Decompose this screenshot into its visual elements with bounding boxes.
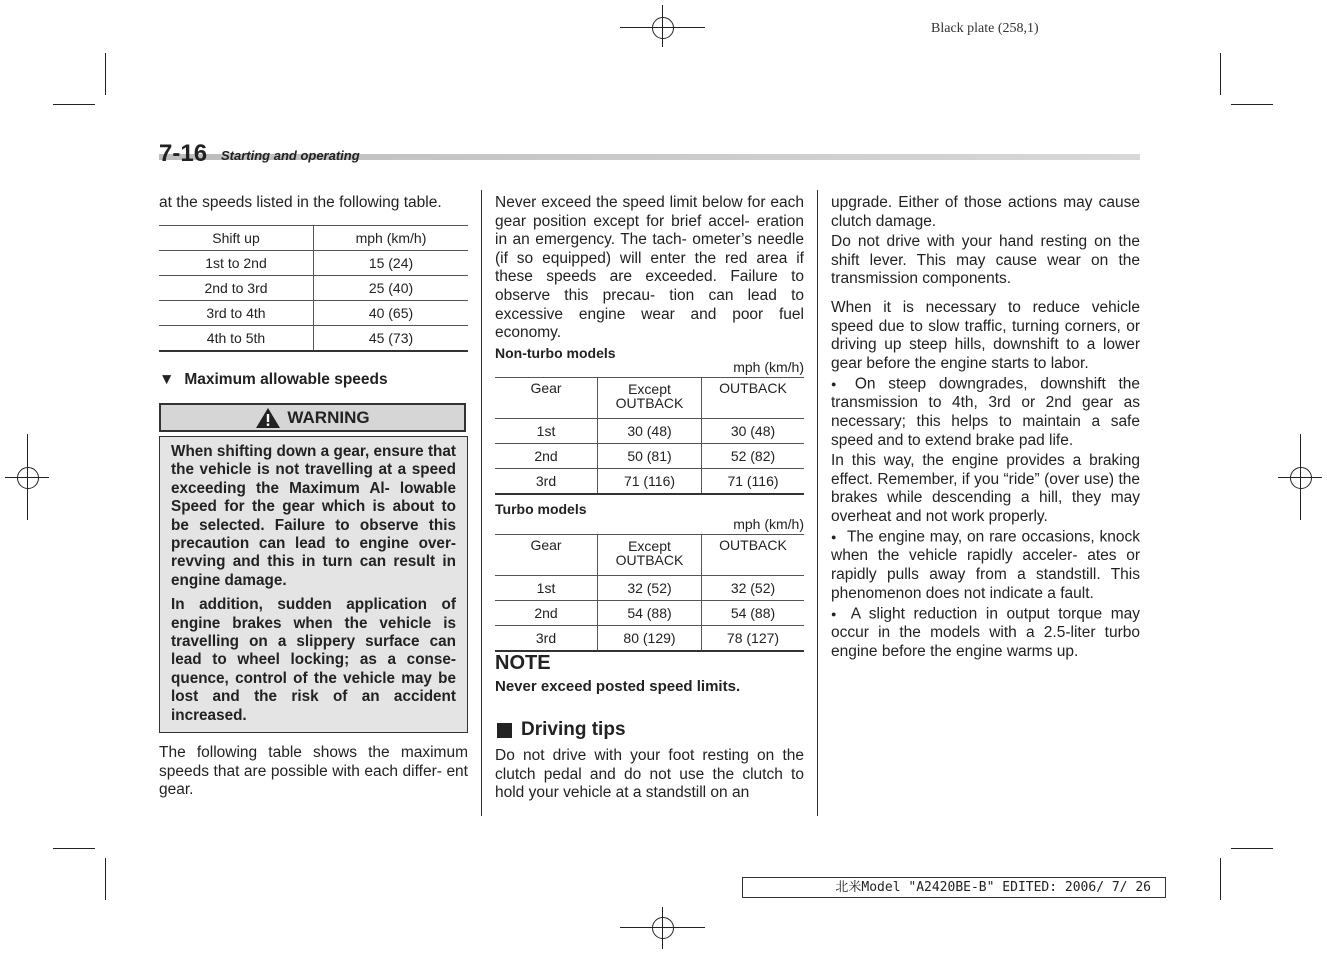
bullet-item — [831, 528, 1140, 603]
table-cell: 3rd — [495, 469, 598, 495]
table-cell: 52 (82) — [702, 444, 805, 469]
shift-up-table — [159, 225, 468, 352]
turbo-title: Turbo models — [495, 501, 587, 517]
crop-mark — [105, 53, 106, 95]
warning-paragraph: In addition, sudden application of engine brakes when the vehicle is travelling on a slippery surface can lead to wheel locking; as a conse- quence, control of the vehicle may be lost and the risk of an accident increased. — [171, 596, 456, 724]
warning-label: WARNING — [287, 407, 370, 427]
table-row — [495, 444, 804, 469]
table-cell: 50 (81) — [598, 444, 702, 469]
driving-tips-body — [495, 747, 804, 803]
table-header-cell: OUTBACK — [702, 535, 805, 576]
crop-mark — [1220, 858, 1221, 900]
registration-circle — [17, 467, 39, 489]
column-divider — [817, 190, 818, 816]
table-cell: 32 (52) — [598, 576, 702, 601]
table-header-cell: mph (km/h) — [314, 226, 469, 251]
table-cell: 1st to 2nd — [159, 251, 314, 276]
crop-mark — [1231, 848, 1273, 849]
subsection-heading — [159, 371, 388, 389]
section-title: Starting and operating — [221, 148, 360, 163]
table-header-cell: Except OUTBACK — [598, 378, 702, 419]
column-1-bottom — [159, 744, 468, 800]
table-header-cell: Gear — [495, 535, 598, 576]
table-header-cell: OUTBACK — [702, 378, 805, 419]
warning-header — [159, 403, 466, 432]
table-cell: 80 (129) — [598, 626, 702, 652]
table-cell: 2nd — [495, 444, 598, 469]
table-cell: 2nd — [495, 601, 598, 626]
table-row — [495, 469, 804, 495]
turbo-table — [495, 534, 804, 652]
crop-mark — [53, 104, 95, 105]
plate-label: Black plate (258,1) — [931, 21, 1039, 36]
table-cell: 25 (40) — [314, 276, 469, 301]
page-number: 7-16 — [159, 140, 208, 167]
table-cell: 54 (88) — [598, 601, 702, 626]
table-cell: 78 (127) — [702, 626, 805, 652]
crop-mark — [105, 858, 106, 900]
column-1 — [159, 194, 468, 213]
table-cell: 40 (65) — [314, 301, 469, 326]
triangle-down-icon: ▼ — [159, 371, 175, 388]
crop-mark — [53, 848, 95, 849]
table-cell: 2nd to 3rd — [159, 276, 314, 301]
table-header-row — [495, 378, 804, 419]
table-cell: 1st — [495, 419, 598, 444]
footer-edit-stamp: 北米Model "A2420BE-B" EDITED: 2006/ 7/ 26 — [742, 877, 1166, 898]
table-header-row — [495, 535, 804, 576]
table-cell: 15 (24) — [314, 251, 469, 276]
bullet-icon: ● — [831, 379, 845, 390]
table-row — [495, 626, 804, 652]
bullet-item — [831, 375, 1140, 450]
table-cell: 4th to 5th — [159, 326, 314, 352]
table-header-cell: Gear — [495, 378, 598, 419]
table-row — [495, 576, 804, 601]
speed-limit-text: Never exceed the speed limit below for each gear position except for brief accel- eration in an emergency. The tach- ometer’s needle (if so equipped) will enter the red area if these speeds are exceeded. Failure to observe this precau- tion can lead to excessive engine wear and poor fuel economy. — [495, 194, 804, 342]
driving-tips-heading — [497, 719, 626, 741]
intro-text: at the speeds listed in the following table. — [159, 194, 442, 211]
outro-text: The following table shows the maximum speeds that are possible with each differ- ent gear. — [159, 744, 468, 799]
warning-triangle-icon — [255, 407, 281, 429]
column-2 — [495, 194, 804, 343]
table-cell: 71 (116) — [702, 469, 805, 495]
warning-paragraph: When shifting down a gear, ensure that the vehicle is not travelling at a speed exceeding the Maximum Al- lowable Speed for the gear which is about to be selected. Failure to observe this precaution can lead to engine over-revving and this in turn can result in engine damage. — [171, 443, 456, 589]
square-bullet-icon — [497, 723, 512, 738]
table-cell: 54 (88) — [702, 601, 805, 626]
column-divider — [481, 190, 482, 816]
column-3 — [831, 194, 1140, 661]
note-title: NOTE — [495, 652, 551, 674]
table-cell: 3rd to 4th — [159, 301, 314, 326]
warning-body — [159, 436, 468, 733]
registration-circle — [652, 17, 674, 39]
table-row — [159, 276, 468, 301]
paragraph: Do not drive with your hand resting on the shift lever. This may cause wear on the transmission components. — [831, 233, 1140, 288]
table-row — [159, 301, 468, 326]
nonturbo-table — [495, 377, 804, 495]
table-row — [495, 419, 804, 444]
table-cell: 30 (48) — [702, 419, 805, 444]
table-header-cell: Except OUTBACK — [598, 535, 702, 576]
driving-tips-text: Do not drive with your foot resting on the clutch pedal and do not use the clutch to hold your vehicle at a standstill on an — [495, 747, 804, 802]
note-text: Never exceed posted speed limits. — [495, 678, 741, 695]
table-cell: 30 (48) — [598, 419, 702, 444]
bullet-icon: ● — [831, 532, 837, 543]
bullet-text: A slight reduction in output torque may occur in the models with a 2.5-liter turbo engine before the engine warms up. — [831, 605, 1140, 660]
table-row — [495, 601, 804, 626]
table-cell: 3rd — [495, 626, 598, 652]
table-header-row — [159, 226, 468, 251]
paragraph: upgrade. Either of those actions may cause clutch damage. — [831, 194, 1140, 230]
unit-label: mph (km/h) — [733, 516, 804, 532]
crop-mark — [1231, 104, 1273, 105]
table-header-cell: Shift up — [159, 226, 314, 251]
bullet-item — [831, 605, 1140, 661]
bullet-icon: ● — [831, 609, 841, 620]
paragraph: In this way, the engine provides a braking effect. Remember, if you “ride” (over use) the brakes while descending a hill, they may overheat and not work properly. — [831, 452, 1140, 525]
driving-tips-title: Driving tips — [521, 719, 626, 740]
table-row — [159, 251, 468, 276]
subsection-title: Maximum allowable speeds — [184, 371, 388, 388]
table-row — [159, 326, 468, 352]
table-cell: 32 (52) — [702, 576, 805, 601]
registration-circle — [1290, 467, 1312, 489]
registration-circle — [652, 917, 674, 939]
bullet-text: The engine may, on rare occasions, knock when the vehicle rapidly acceler- ates or rapidly pulls away from a standstill. This phenomenon does not indicate a fault. — [831, 528, 1140, 602]
unit-label: mph (km/h) — [733, 359, 804, 375]
table-cell: 45 (73) — [314, 326, 469, 352]
table-cell: 1st — [495, 576, 598, 601]
crop-mark — [1220, 53, 1221, 95]
paragraph: When it is necessary to reduce vehicle speed due to slow traffic, turning corners, or driving up steep hills, downshift to a lower gear before the engine starts to labor. — [831, 298, 1140, 372]
bullet-text: On steep downgrades, downshift the transmission to 4th, 3rd or 2nd gear as necessary; this helps to maintain a safe speed and to extend brake pad life. — [831, 375, 1140, 449]
table-cell: 71 (116) — [598, 469, 702, 495]
nonturbo-title: Non-turbo models — [495, 345, 616, 361]
